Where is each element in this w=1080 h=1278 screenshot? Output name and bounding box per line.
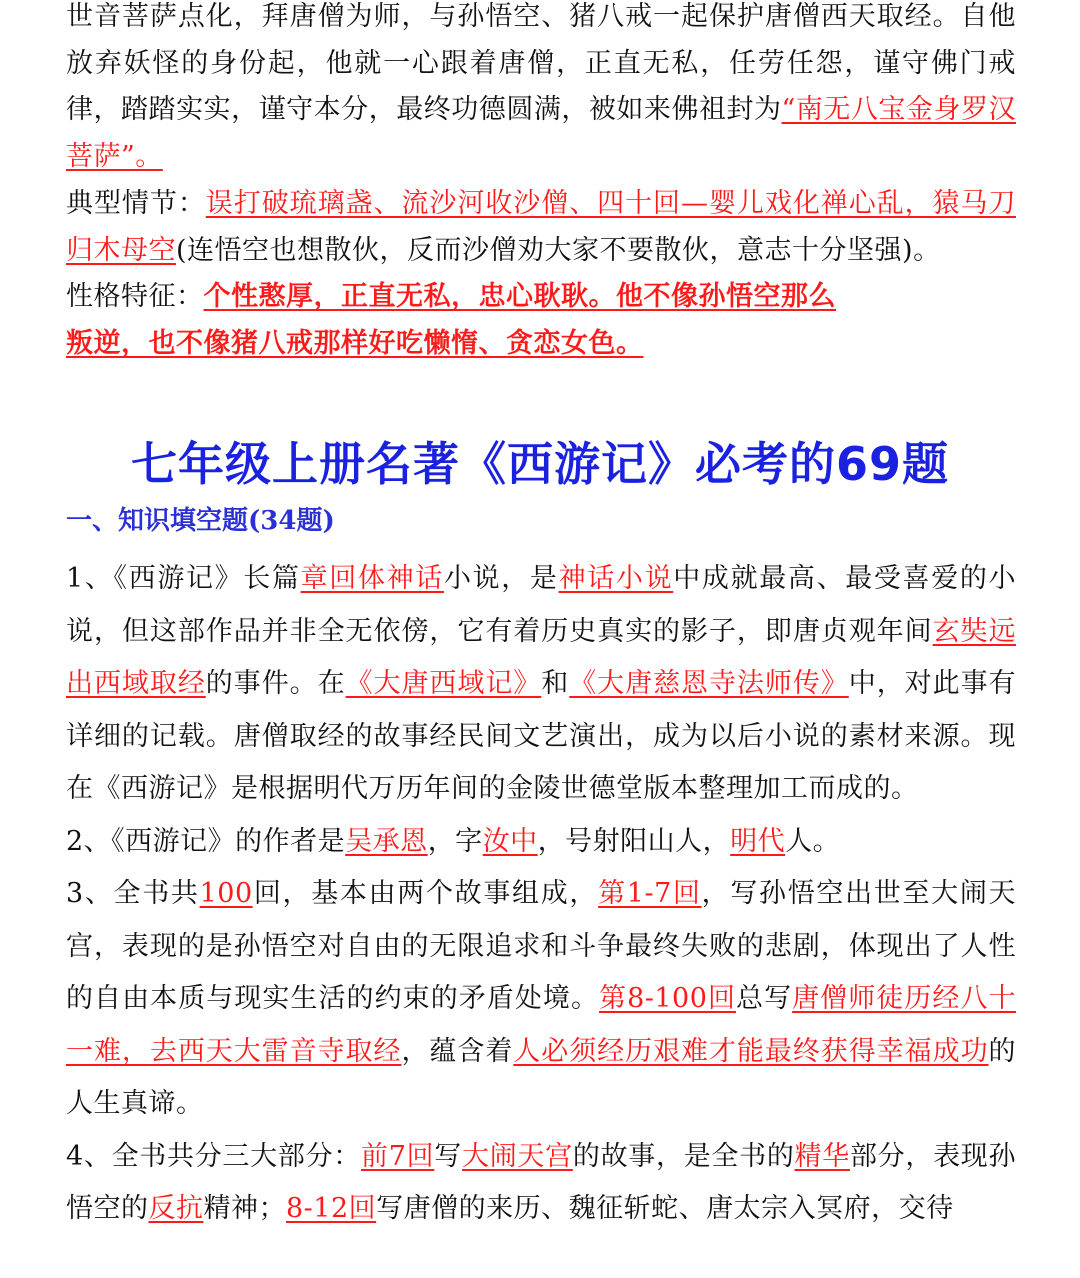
question-1: [66, 553, 1016, 816]
sha-seng-intro-paragraph: [66, 0, 1016, 181]
typical-plot-note: (连悟空也想散伙，反而沙僧劝大家不要散伙，意志十分坚强)。: [176, 234, 941, 266]
typical-plot-answer: 误打破琉璃盏、流沙河收沙僧、四十回—婴儿戏化禅心乱，猿马刀归木母空: [66, 187, 1017, 266]
q1-text-3: 中成就最高、最受喜爱的小说，但这部作品并非全无依傍，它有着历史真实的影子，即唐贞观年间: [66, 563, 1017, 647]
q3-text-4: 总写: [736, 983, 793, 1014]
q1-text-5: 和: [541, 668, 570, 699]
question-list: [66, 553, 1016, 1236]
q1-text-2: 小说，是: [443, 563, 559, 594]
q2-text-4: 人。: [785, 825, 841, 857]
q3-text-3: ，写孙悟空出世至大闹天宫，表现的是孙悟空对自由的无限追求和斗争最终失败的悲剧，体现出了人性的自由本质与现实生活的约束的矛盾处境。: [66, 878, 1017, 1014]
personality-label: 性格特征：: [66, 281, 204, 313]
personality-answer-2: 叛逆，也不像猪八戒那样好吃懒惰、贪恋女色。: [66, 327, 644, 359]
q1-answer-5: 《大唐慈恩寺法师传》: [569, 668, 849, 699]
q4-text-2: 写: [434, 1140, 463, 1172]
q1-text-6: 中，对此事有详细的记载。唐僧取经的故事经民间文艺演出，成为以后小说的素材来源。现在《西游记》是根据明代万历年间的金陵世德堂版本整理加工而成的。: [66, 668, 1017, 804]
personality-answer-1: 个性憨厚，正直无私，忠心耿耿。他不像孙悟空那么: [203, 281, 836, 313]
question-3: [66, 868, 1016, 1131]
q3-text-5: ，蕴含着: [401, 1035, 514, 1067]
question-2: [66, 816, 1016, 869]
q3-text-2: 回，基本由两个故事组成，: [252, 878, 599, 909]
top-section: [66, 0, 1016, 368]
q2-answer-3: 明代: [730, 825, 786, 857]
q4-answer-4: 反抗: [148, 1193, 204, 1224]
section-heading: 一、知识填空题(34题): [66, 506, 335, 536]
q1-text-4: 的事件。在: [205, 668, 346, 699]
intro-text: 世音菩萨点化，拜唐僧为师，与孙悟空、猪八戒一起保护唐僧西天取经。自他放弃妖怪的身份起，他就一心跟着唐僧，正直无私，任劳任怨，谨守佛门戒律，踏踏实实，谨守本分，最终功德圆满，被如来佛祖封为: [66, 1, 1016, 126]
q1-text-1: 1、《西游记》长篇: [66, 563, 301, 594]
q4-answer-1: 前7回: [360, 1140, 435, 1172]
typical-plot-paragraph: [66, 181, 1016, 274]
q2-text-3: ，号射阳山人，: [537, 825, 731, 857]
page-title: 七年级上册名著《西游记》必考的69题: [130, 437, 949, 491]
q1-answer-3: 玄奘远出西域取经: [66, 615, 1017, 699]
q1-answer-2: 神话小说: [558, 563, 674, 594]
q2-text-2: ，字: [427, 825, 483, 857]
q4-text-6: 写唐僧的来历、魏征斩蛇、唐太宗入冥府，交待: [376, 1193, 954, 1224]
q3-text-1: 3、全书共: [66, 878, 200, 909]
q4-answer-5: 8-12回: [286, 1193, 377, 1224]
q2-answer-1: 吴承恩: [345, 825, 428, 857]
q4-text-4: 部分，表现孙悟空的: [66, 1140, 1017, 1224]
personality-paragraph: [66, 274, 1016, 367]
q3-answer-5: 人必须经历艰难才能最终获得幸福成功: [513, 1035, 989, 1067]
q4-text-3: 的故事，是全书的: [572, 1140, 795, 1172]
q3-text-6: 的人生真谛。: [66, 1035, 1017, 1119]
q3-answer-3: 第8-100回: [599, 983, 737, 1014]
q4-text-5: 精神；: [203, 1193, 286, 1224]
q3-answer-1: 100: [199, 878, 253, 909]
q1-answer-4: 《大唐西域记》: [345, 668, 542, 699]
question-4: [66, 1131, 1016, 1236]
typical-plot-label: 典型情节：: [66, 187, 206, 219]
q3-answer-2: 第1-7回: [598, 878, 702, 909]
q4-answer-2: 大闹天宫: [462, 1140, 573, 1172]
q2-answer-2: 汝中: [482, 825, 538, 857]
title-answer: “南无八宝金身罗汉菩萨”。: [66, 94, 1016, 173]
q2-text-1: 2、《西游记》的作者是: [66, 825, 346, 857]
q4-answer-3: 精华: [794, 1140, 850, 1172]
q4-text-1: 4、全书共分三大部分：: [66, 1140, 361, 1172]
q3-answer-4: 唐僧师徒历经八十一难，去西天大雷音寺取经: [66, 983, 1016, 1067]
q1-answer-1: 章回体神话: [300, 563, 444, 594]
